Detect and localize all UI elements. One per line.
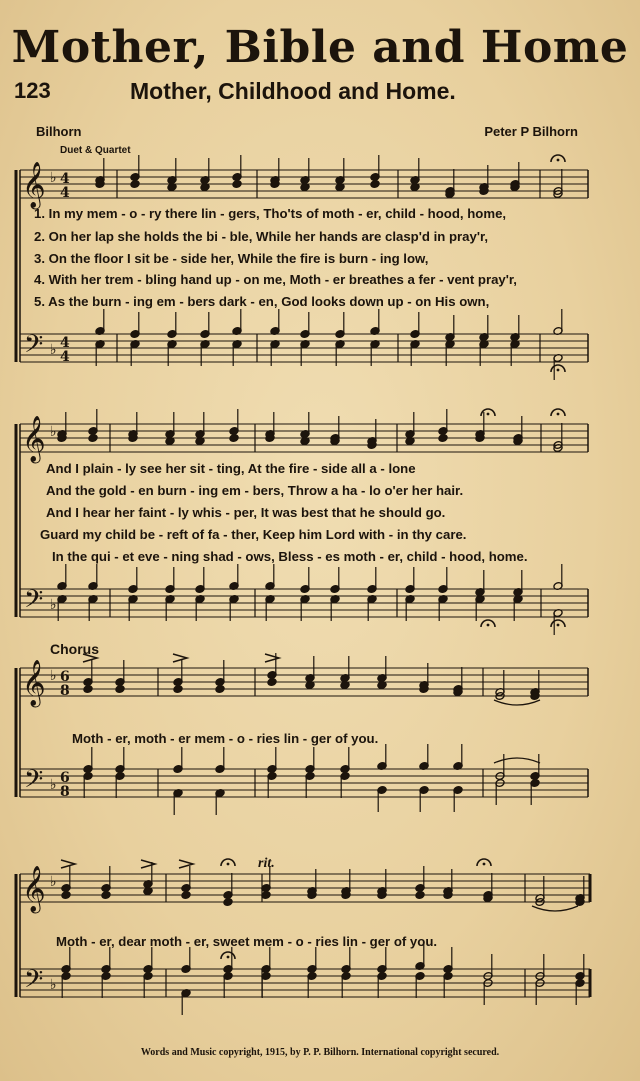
fermata-dot: [487, 624, 490, 627]
treble-clef: 𝄞: [22, 416, 46, 462]
flat-sign: ♭: [50, 777, 57, 793]
bass-clef: 𝄢: [24, 330, 44, 365]
note-head: [181, 891, 191, 900]
flat-sign: ♭: [50, 170, 57, 186]
accent-mark: [173, 654, 187, 662]
note-head: [215, 685, 225, 694]
accent-mark: [61, 860, 75, 868]
treble-clef: 𝄞: [22, 660, 46, 706]
flat-sign: ♭: [50, 424, 57, 440]
time-signature-top: 4: [60, 171, 70, 187]
note-head: [267, 678, 277, 687]
tie: [494, 758, 540, 763]
note-head: [115, 685, 125, 694]
chorus-label: Chorus: [50, 641, 99, 657]
time-signature-top: 6: [60, 770, 70, 786]
note-head: [229, 434, 239, 443]
verse-4-line-1: 4. With her trem - bling hand up - on me, Moth - er breathes a fer - vent pray'r,: [34, 272, 517, 287]
note-head: [61, 891, 71, 900]
note-head: [88, 434, 98, 443]
music-credit: Peter P Bilhorn: [484, 124, 578, 139]
verse-1-line-1: 1. In my mem - o - ry there lin - gers, Tho'ts of moth - er, child - hood, home,: [34, 206, 507, 221]
tempo-marking: Duet & Quartet: [60, 145, 131, 156]
fermata-dot: [557, 413, 560, 416]
verse-2-line-2: And the gold - en burn - ing em - bers, Throw a ha - lo o'er her hair.: [46, 483, 464, 498]
note-head: [438, 434, 448, 443]
verse-3-line-1: 3. On the floor I sit be - side her, While the fire is burn - ing low,: [34, 251, 429, 266]
chorus-lyric-2: Moth - er, dear moth - er, sweet mem - o - ries lin - ger of you.: [56, 934, 438, 949]
verse-5-line-1: 5. As the burn - ing em - bers dark - en, God looks down up - on His own,: [34, 294, 490, 309]
verse-3-line-2: And I hear her faint - ly whis - per, It was best that he should go.: [46, 505, 446, 520]
chorus-lyric-1: Moth - er, moth - er mem - o - ries lin - ger of you.: [72, 731, 379, 746]
verse-2-line-1: 2. On her lap she holds the bi - ble, While her hands are clasp'd in pray'r,: [34, 229, 489, 244]
note-head: [232, 180, 242, 189]
bass-clef: 𝄢: [24, 965, 44, 1000]
note-head: [130, 180, 140, 189]
accent-mark: [179, 860, 193, 868]
time-signature-top: 6: [60, 669, 70, 685]
fermata-dot: [557, 369, 560, 372]
rit-marking: rit.: [258, 856, 275, 871]
fermata-dot: [557, 624, 560, 627]
words-credit: Bilhorn: [36, 124, 82, 139]
hymn-subtitle: Mother, Childhood and Home.: [130, 78, 456, 104]
flat-sign: ♭: [50, 977, 57, 993]
treble-clef: 𝄞: [22, 866, 46, 912]
tie: [532, 906, 578, 911]
time-signature-bottom: 4: [60, 349, 70, 365]
verse-1-line-2: And I plain - ly see her sit - ting, At the fire - side all a - lone: [46, 461, 416, 476]
accent-mark: [265, 654, 279, 662]
fermata-dot: [227, 863, 230, 866]
accent-mark: [141, 860, 155, 868]
verse-4-line-2: Guard my child be - reft of fa - ther, Keep him Lord with - in thy care.: [40, 527, 467, 542]
bass-clef: 𝄢: [24, 585, 44, 620]
copyright-footer: Words and Music copyright, 1915, by P. P. Bilhorn. International copyright secured.: [140, 1047, 500, 1058]
flat-sign: ♭: [50, 874, 57, 890]
note-head: [101, 891, 111, 900]
fermata-dot: [487, 413, 490, 416]
note-head: [415, 891, 425, 900]
fermata-dot: [483, 863, 486, 866]
bass-clef: 𝄢: [24, 765, 44, 800]
fermata-dot: [227, 956, 230, 959]
time-signature-bottom: 4: [60, 185, 70, 201]
tie: [494, 700, 540, 705]
time-signature-top: 4: [60, 335, 70, 351]
note-head: [83, 685, 93, 694]
main-title: Mother, Bible and Home: [11, 22, 629, 73]
verse-5-line-2: In the qui - et eve - ning shad - ows, Bless - es moth - er, child - hood, home.: [52, 549, 528, 564]
note-head: [173, 685, 183, 694]
note-head: [370, 180, 380, 189]
fermata-dot: [557, 159, 560, 162]
flat-sign: ♭: [50, 668, 57, 684]
hymn-number: 123: [14, 78, 51, 103]
treble-clef: 𝄞: [22, 162, 46, 208]
time-signature-bottom: 8: [60, 784, 70, 800]
note-head: [223, 898, 233, 907]
flat-sign: ♭: [50, 342, 57, 358]
flat-sign: ♭: [50, 597, 57, 613]
time-signature-bottom: 8: [60, 683, 70, 699]
